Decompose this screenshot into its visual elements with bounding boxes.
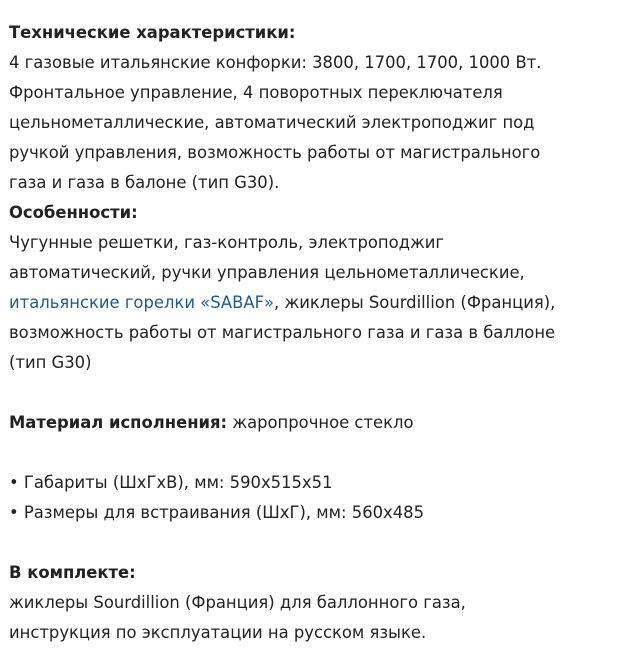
features-line: возможность работы от магистрального газа и газа в баллоне [9,323,556,342]
package-line: жиклеры Sourdillion (Франция) для баллонного газа, [9,593,466,612]
spacer [9,438,615,468]
specs-line: ручкой управления, возможность работы от магистрального [9,143,541,162]
dimensions-item: • Габариты (ШхГхВ), мм: 590х515х51 [9,473,333,492]
package-heading: В комплекте: [9,563,136,582]
material-label: Материал исполнения: [9,413,228,432]
material-row [9,408,615,438]
specs-line: Фронтальное управление, 4 поворотных переключателя [9,83,503,102]
specs-line: 4 газовые итальянские конфорки: 3800, 1700, 1700, 1000 Вт. [9,53,542,72]
spacer [9,378,615,408]
material-value: жаропрочное стекло [227,413,414,432]
sabaf-burners-link[interactable]: итальянские горелки «SABAF» [9,293,275,312]
features-line-rest: , жиклеры Sourdillion (Франция), [274,293,556,312]
features-line: Чугунные решетки, газ-контроль, электроподжиг [9,233,445,252]
features-line: (тип G30) [9,353,92,372]
specs-heading: Технические характеристики: [9,23,296,42]
spacer [9,528,615,558]
specs-line: цельнометаллические, автоматический электроподжиг под [9,113,535,132]
dimensions-item: • Размеры для встраивания (ШхГ), мм: 560х485 [9,503,425,522]
features-line-with-link [9,288,615,318]
features-heading: Особенности: [9,203,138,222]
features-line: автоматический, ручки управления цельнометаллические, [9,263,525,282]
package-line: инструкция по эксплуатации на русском языке. [9,623,427,642]
specs-line: газа и газа в балоне (тип G30). [9,173,280,192]
product-description [9,18,615,648]
